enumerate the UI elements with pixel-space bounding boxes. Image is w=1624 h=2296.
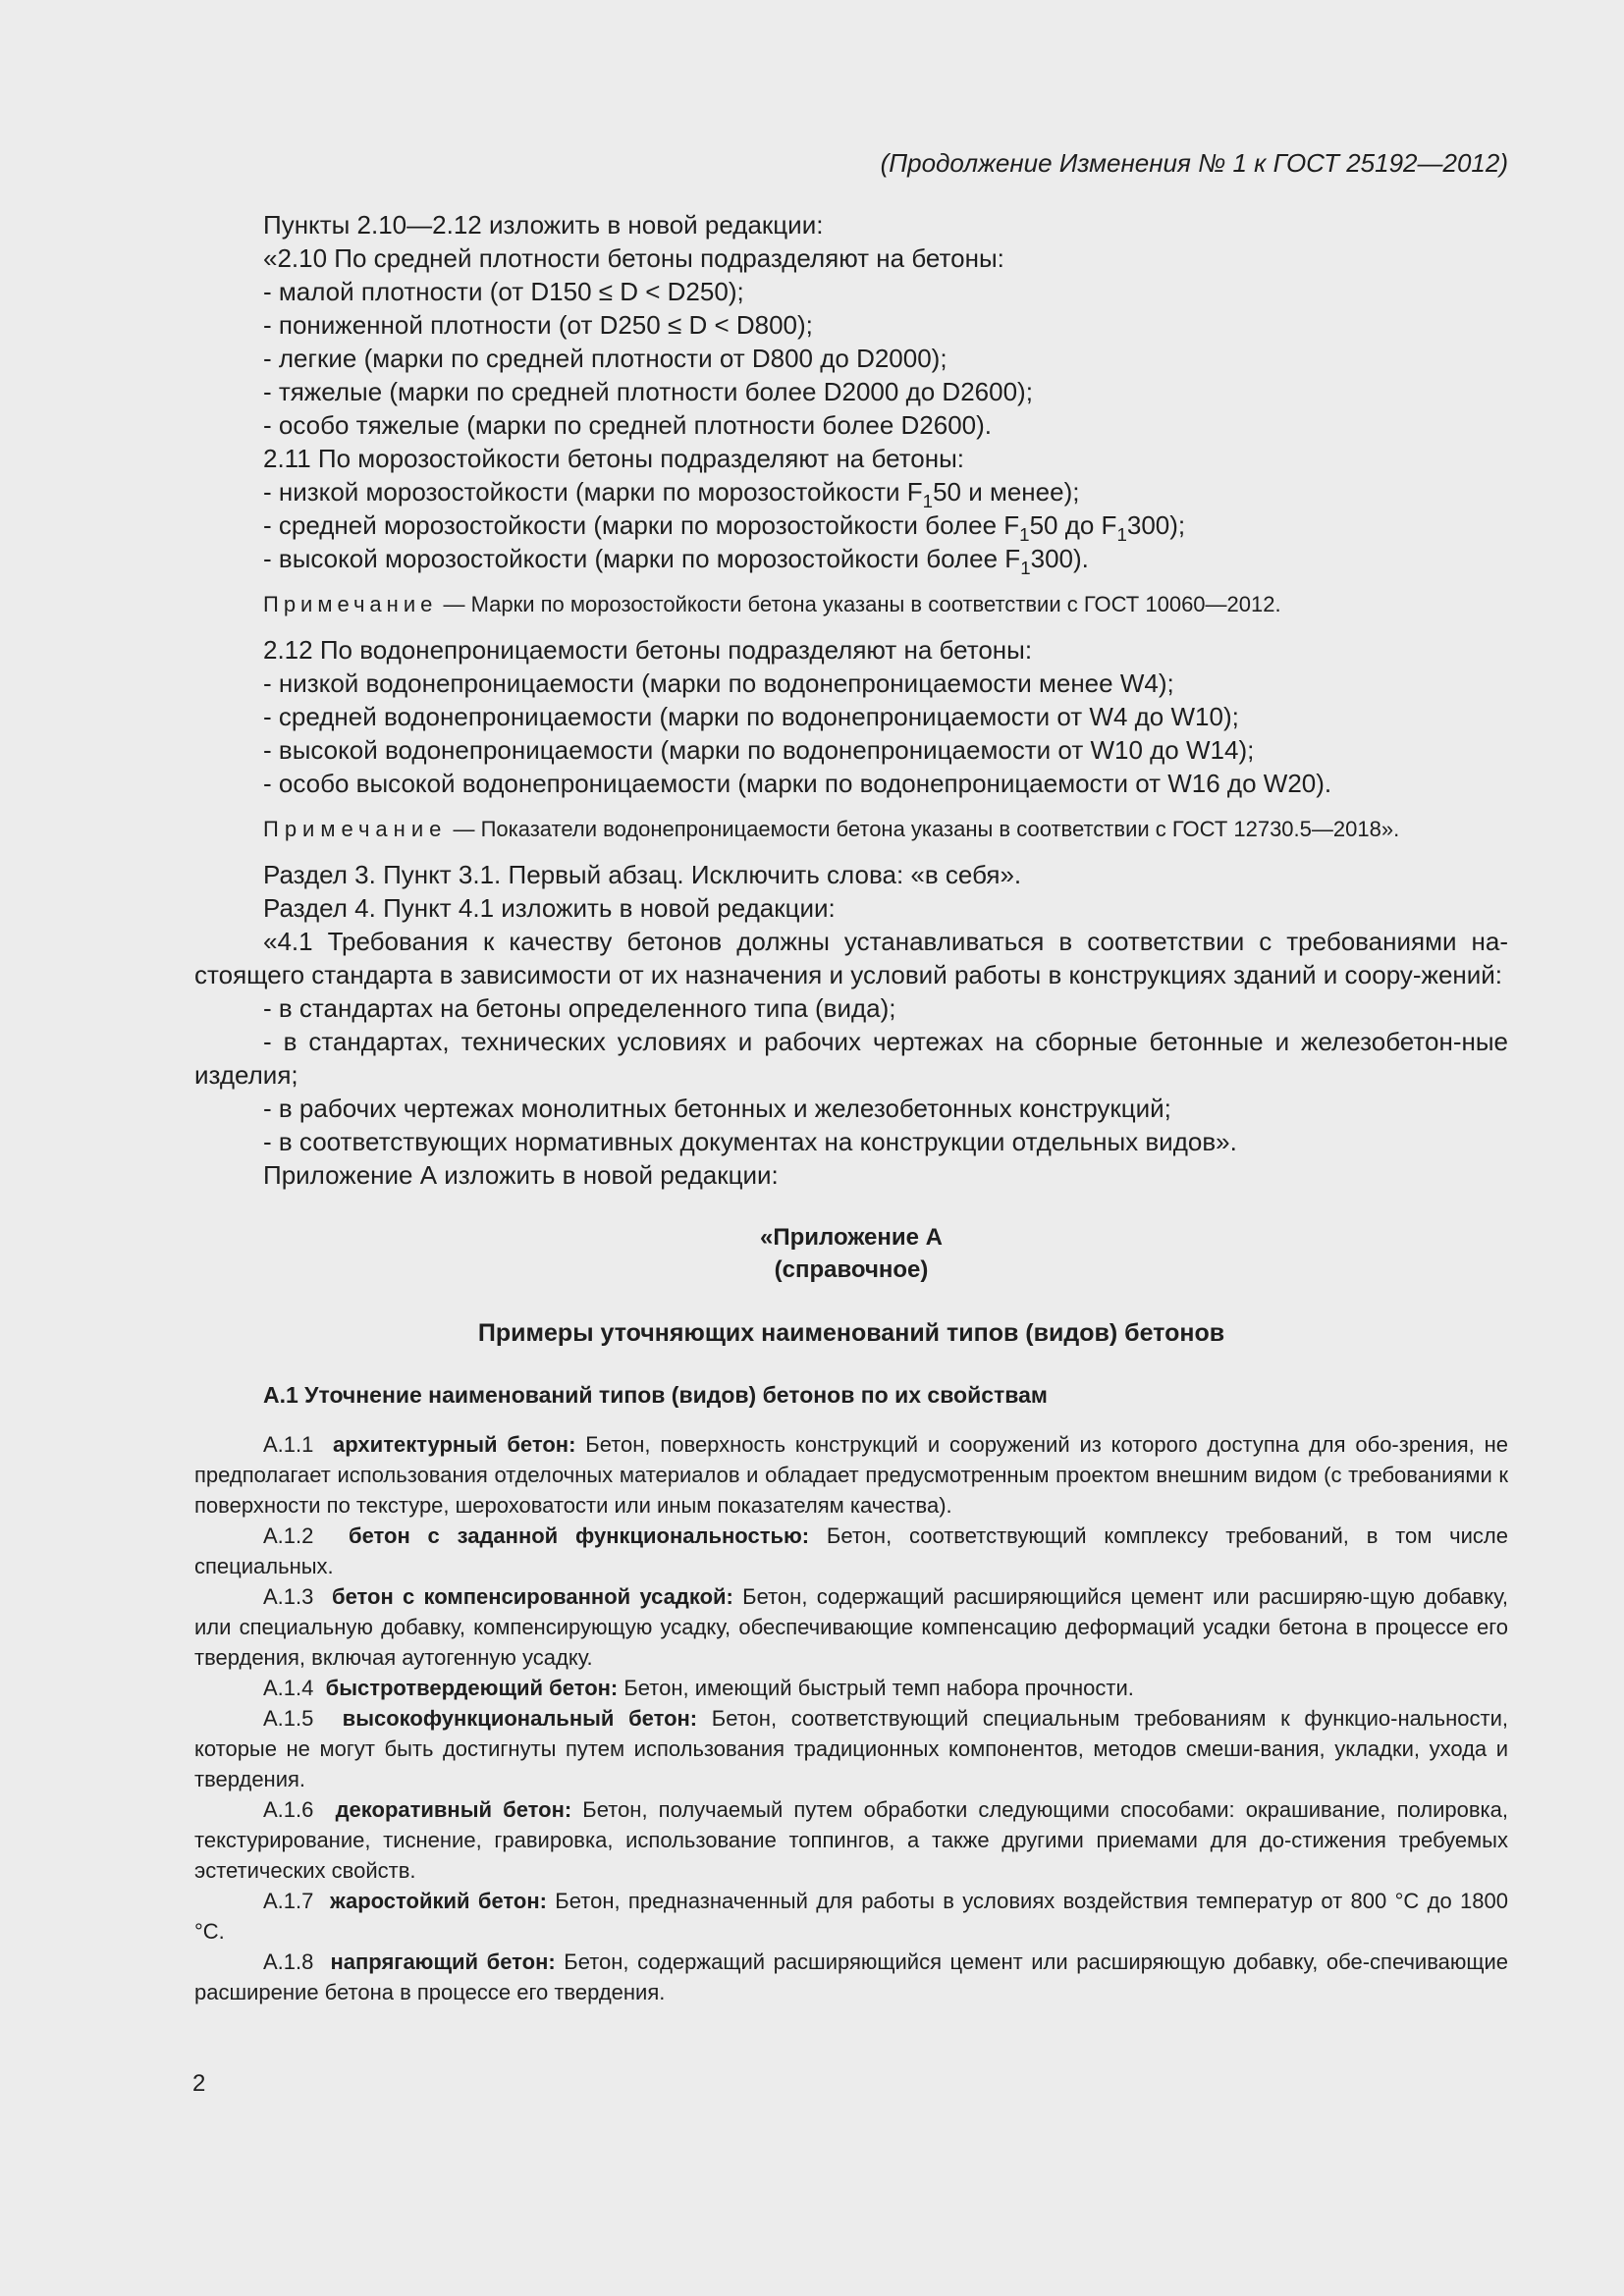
appendix-intro: Приложение А изложить в новой редакции: xyxy=(263,1160,779,1190)
list-item: - в стандартах на бетоны определенного типа (вида); xyxy=(263,993,896,1023)
list-item: - малой плотности (от D150 ≤ D < D250); xyxy=(263,277,744,306)
clause-title: 2.11 По морозостойкости бетоны подразделяют на бетоны: xyxy=(263,444,965,473)
list-item: - высокой морозостойкости (марки по морозостойкости более $F_1300$). xyxy=(263,544,1089,578)
note-frost xyxy=(194,589,1508,619)
appendix-heading xyxy=(194,1221,1508,1286)
list-item: - легкие (марки по средней плотности от D800 до D2000); xyxy=(263,344,947,373)
list-item: - пониженной плотности (от D250 ≤ D < D800); xyxy=(263,310,813,340)
definition-item: А.1.2 бетон с заданной функциональностью: Бетон, соответствующий комплексу требований, в том числе специальных. xyxy=(194,1523,1508,1578)
definition-item: А.1.1 архитектурный бетон: Бетон, поверхность конструкций и сооружений из которого доступна для обо-зрения, не предполагает использования отделочных материалов и обладает предусмотренным проектом внешним видом (с требованиями к поверхности по текстуре, шероховатости или иным показателям качества). xyxy=(194,1432,1508,1518)
clause-4-1 xyxy=(194,925,1508,1158)
page-number: 2 xyxy=(192,2070,206,2097)
clause-title: «4.1 Требования к качеству бетонов должны устанавливаться в соответствии с требованиями на-стоящего стандарта в зависимости от их назначения и условий работы в конструкциях зданий и соору-жений: xyxy=(194,927,1508,989)
list-item: - тяжелые (марки по средней плотности более D2000 до D2600); xyxy=(263,377,1033,406)
razdel-3-paragraph: Раздел 3. Пункт 3.1. Первый абзац. Исключить слова: «в себя». xyxy=(263,860,1022,889)
list-item: - в соответствующих нормативных документах на конструкции отдельных видов». xyxy=(263,1127,1237,1156)
appendix-label: «Приложение А xyxy=(760,1224,943,1251)
clause-title: 2.12 По водонепроницаемости бетоны подразделяют на бетоны: xyxy=(263,635,1033,665)
note-text: — Марки по морозостойкости бетона указаны в соответствии с ГОСТ 10060—2012. xyxy=(437,592,1281,616)
definition-item: А.1.8 напрягающий бетон: Бетон, содержащий расширяющийся цемент или расширяющую добавку, обе-спечивающие расширение бетона в процессе его твердения. xyxy=(194,1949,1509,2004)
list-item: - в рабочих чертежах монолитных бетонных и железобетонных конструкций; xyxy=(263,1094,1171,1123)
definitions-list xyxy=(194,1429,1508,2007)
clause-2-11 xyxy=(194,442,1508,578)
section-heading: А.1 Уточнение наименований типов (видов) бетонов по их свойствам xyxy=(263,1382,1048,1408)
definition-item: А.1.7 жаростойкий бетон: Бетон, предназначенный для работы в условиях воздействия температур от 800 °С до 1800 °С. xyxy=(194,1889,1508,1944)
note-text: — Показатели водонепроницаемости бетона указаны в соответствии с ГОСТ 12730.5—2018». xyxy=(447,817,1400,841)
razdel-4-paragraph: Раздел 4. Пункт 4.1 изложить в новой редакции: xyxy=(263,893,836,923)
list-item: - высокой водонепроницаемости (марки по водонепроницаемости от W10 до W14); xyxy=(263,735,1255,765)
definition-item: А.1.3 бетон с компенсированной усадкой: Бетон, содержащий расширяющийся цемент или расширяю-щую добавку, или специальную добавку, компенсирующую усадку, обеспечивающие компенсацию деформаций усадки бетона в процессе его твердения, включая аутогенную усадку. xyxy=(194,1584,1508,1670)
list-item: - средней водонепроницаемости (марки по водонепроницаемости от W4 до W10); xyxy=(263,702,1239,731)
note-label: Примечание xyxy=(263,817,448,841)
clause-2-12 xyxy=(194,633,1508,800)
list-item: - низкой морозостойкости (марки по морозостойкости $F_150$ и менее); xyxy=(263,477,1080,511)
definition-item: А.1.5 высокофункциональный бетон: Бетон, соответствующий специальным требованиям к функцио-нальности, которые не могут быть достигнуты путем использования традиционных компонентов, методов смеши-вания, укладки, ухода и твердения. xyxy=(194,1706,1509,1791)
definition-item: А.1.4 быстротвердеющий бетон: Бетон, имеющий быстрый темп набора прочности. xyxy=(263,1676,1134,1700)
clause-title: «2.10 По средней плотности бетоны подразделяют на бетоны: xyxy=(263,243,1004,273)
running-header: (Продолжение Изменения № 1 к ГОСТ 25192—2012) xyxy=(880,148,1508,178)
list-item: - в стандартах, технических условиях и рабочих чертежах на сборные бетонные и железобетон-ные изделия; xyxy=(194,1027,1508,1090)
appendix-kind: (справочное) xyxy=(774,1256,929,1283)
clause-2-10 xyxy=(194,241,1508,442)
note-label: Примечание xyxy=(263,592,438,616)
document-body xyxy=(194,208,1508,2007)
intro-paragraph: Пункты 2.10—2.12 изложить в новой редакции: xyxy=(263,210,824,240)
list-item: - средней морозостойкости (марки по морозостойкости более $F_150$ до $F_1300$); xyxy=(263,510,1186,545)
list-item: - особо тяжелые (марки по средней плотности более D2600). xyxy=(263,410,993,440)
list-item: - особо высокой водонепроницаемости (марки по водонепроницаемости от W16 до W20). xyxy=(263,769,1332,798)
note-water xyxy=(194,814,1508,844)
appendix-title: Примеры уточняющих наименований типов (видов) бетонов xyxy=(477,1319,1225,1347)
definition-item: А.1.6 декоративный бетон: Бетон, получаемый путем обработки следующими способами: окрашивание, полировка, текстурирование, тиснение, гравировка, использование топпингов, а также другими приемами для до-стижения требуемых эстетических свойств. xyxy=(194,1797,1509,1883)
list-item: - низкой водонепроницаемости (марки по водонепроницаемости менее W4); xyxy=(263,668,1174,698)
